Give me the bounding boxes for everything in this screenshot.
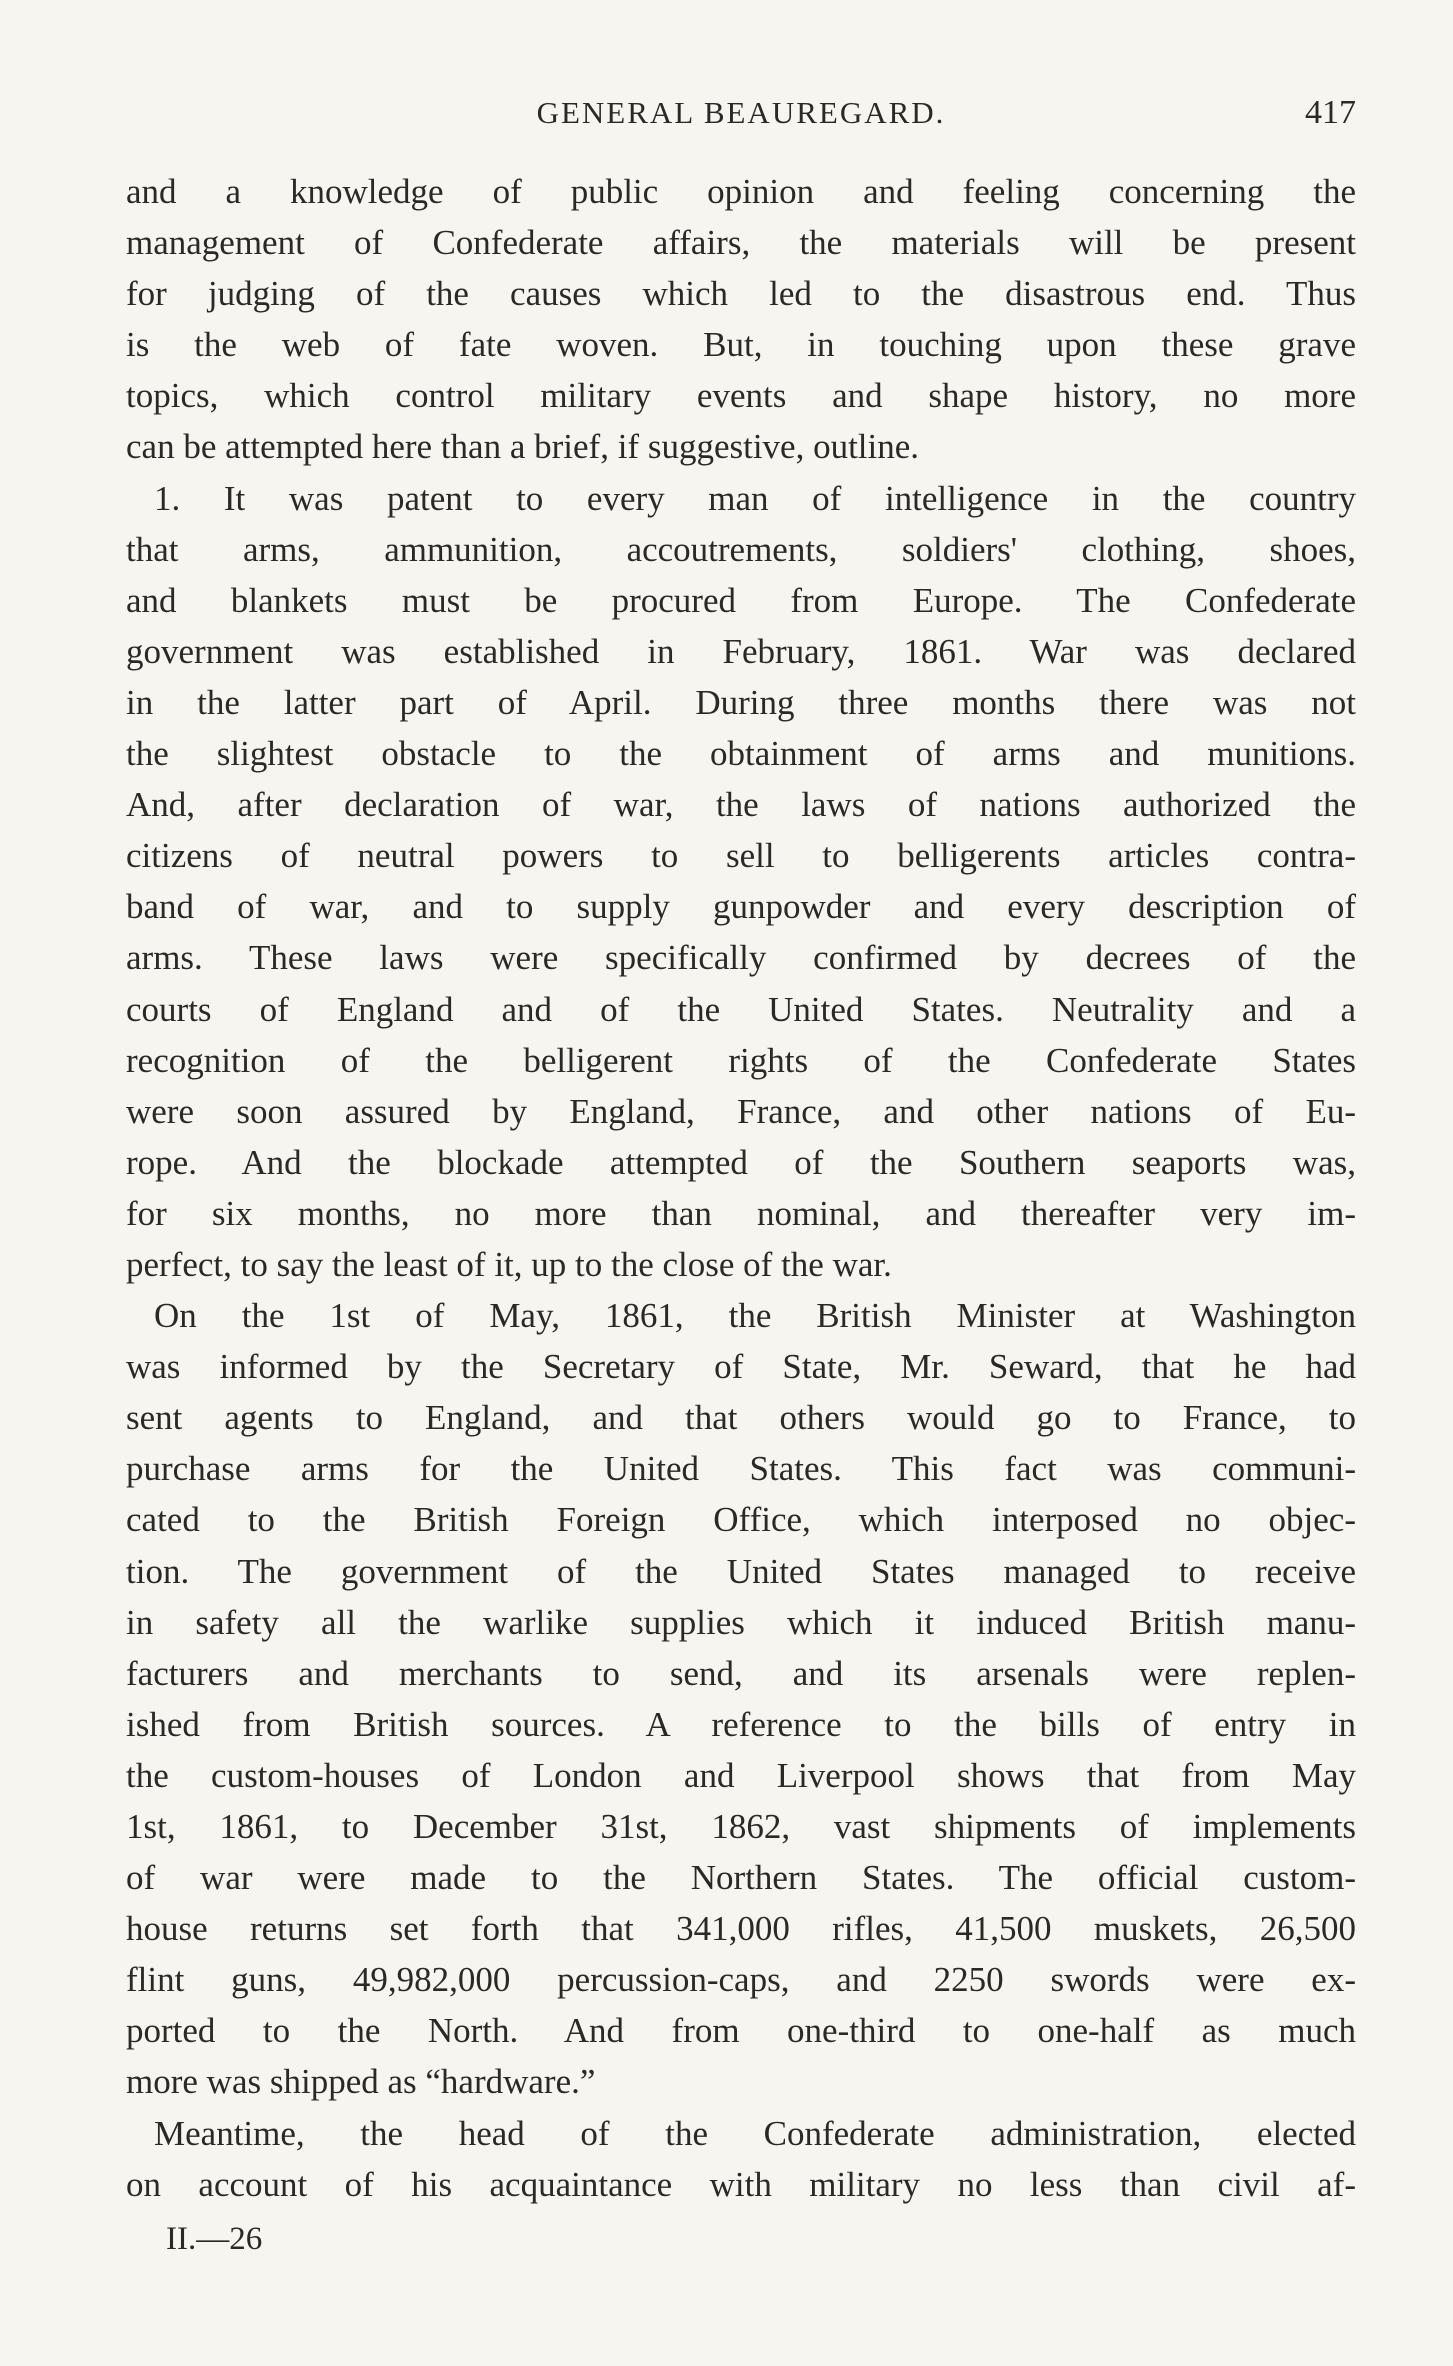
text-line: that arms, ammunition, accoutrements, soldiers' clothing, shoes, [126, 529, 1356, 569]
text-line: the slightest obstacle to the obtainment of arms and munitions. [126, 734, 1356, 774]
text-line: band of war, and to supply gunpowder and every description of [126, 887, 1356, 927]
text-line: was informed by the Secretary of State, Mr. Seward, that he had [126, 1347, 1356, 1387]
page-number: 417 [1305, 94, 1356, 131]
text-line: topics, which control military events and shape history, no more [126, 376, 1356, 416]
text-line: for six months, no more than nominal, and thereafter very im- [126, 1193, 1356, 1233]
text-line: courts of England and of the United States. Neutrality and a [126, 989, 1356, 1029]
text-line: management of Confederate affairs, the materials will be present [126, 223, 1356, 263]
text-line: arms. These laws were specifically confirmed by decrees of the [126, 938, 1356, 978]
text-line: the custom-houses of London and Liverpool shows that from May [126, 1755, 1356, 1795]
text-line: tion. The government of the United States managed to receive [126, 1551, 1356, 1591]
text-line: ished from British sources. A reference to the bills of entry in [126, 1704, 1356, 1744]
text-line: of war were made to the Northern States. The official custom- [126, 1858, 1356, 1898]
text-line: perfect, to say the least of it, up to the close of the war. [126, 1244, 892, 1284]
signature-mark: II.—26 [166, 2221, 263, 2257]
text-line: ported to the North. And from one-third to one-half as much [126, 2011, 1356, 2051]
text-line: is the web of fate woven. But, in touching upon these grave [126, 325, 1356, 365]
text-line: more was shipped as “hardware.” [126, 2062, 596, 2102]
text-line: can be attempted here than a brief, if suggestive, outline. [126, 427, 920, 467]
text-line: purchase arms for the United States. This fact was communi- [126, 1449, 1356, 1489]
text-line: government was established in February, 1861. War was declared [126, 631, 1356, 671]
text-line: sent agents to England, and that others would go to France, to [126, 1398, 1356, 1438]
text-line: on account of his acquaintance with military no less than civil af- [126, 2164, 1356, 2204]
text-line: flint guns, 49,982,000 percussion-caps, and 2250 swords were ex- [126, 1960, 1356, 2000]
text-line: in safety all the warlike supplies which it induced British manu- [126, 1602, 1356, 1642]
running-title: GENERAL BEAUREGARD. [536, 95, 946, 130]
text-line: were soon assured by England, France, and other nations of Eu- [126, 1091, 1356, 1131]
running-head [126, 88, 1356, 138]
text-line: recognition of the belligerent rights of the Confederate States [126, 1040, 1356, 1080]
text-line: house returns set forth that 341,000 rifles, 41,500 muskets, 26,500 [126, 1909, 1356, 1949]
text-line: in the latter part of April. During three months there was not [126, 682, 1356, 722]
text-line: On the 1st of May, 1861, the British Minister at Washington [154, 1296, 1356, 1336]
text-line: 1. It was patent to every man of intelligence in the country [154, 478, 1356, 518]
body-text [126, 166, 1356, 2210]
text-line: rope. And the blockade attempted of the Southern seaports was, [126, 1142, 1356, 1182]
text-line: cated to the British Foreign Office, which interposed no objec- [126, 1500, 1356, 1540]
text-line: for judging of the causes which led to the disastrous end. Thus [126, 274, 1356, 314]
text-line: and blankets must be procured from Europe. The Confederate [126, 580, 1356, 620]
text-line: facturers and merchants to send, and its arsenals were replen- [126, 1653, 1356, 1693]
text-line: And, after declaration of war, the laws of nations authorized the [126, 785, 1356, 825]
text-line: 1st, 1861, to December 31st, 1862, vast shipments of implements [126, 1807, 1356, 1846]
text-line: citizens of neutral powers to sell to belligerents articles contra- [126, 836, 1356, 876]
text-line: Meantime, the head of the Confederate administration, elected [154, 2113, 1356, 2153]
text-line: and a knowledge of public opinion and feeling concerning the [126, 172, 1356, 211]
